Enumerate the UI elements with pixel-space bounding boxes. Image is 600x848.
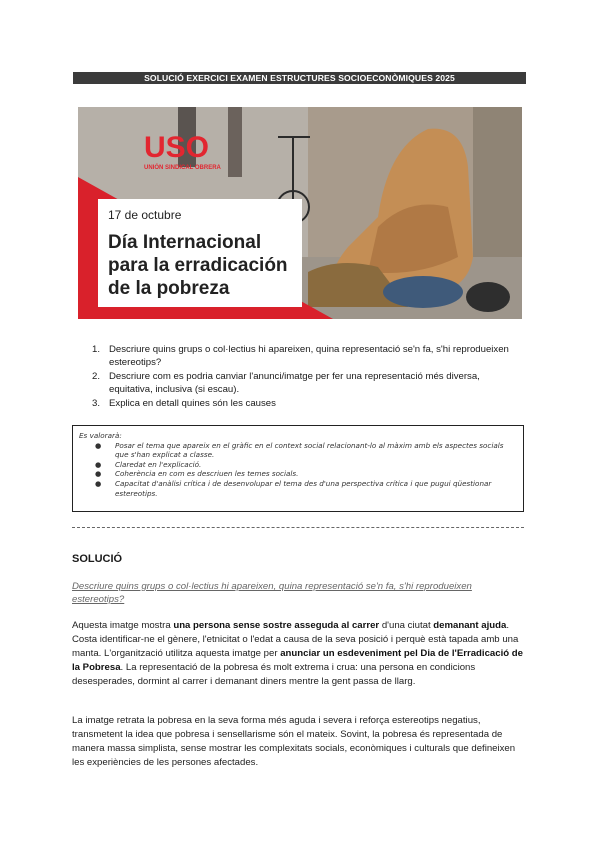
list-item: ● Posar el tema que apareix en el gràfic en el context social relacionant-lo al màxim amb els aspectes socials que s'han explicat a classe.: [95, 440, 504, 460]
campaign-banner: [78, 107, 522, 319]
list-item: ● Capacitat d'anàlisi crítica i de desenvolupar el tema des d'una perspectiva crítica i que pugui qüestionar estereotips.: [95, 478, 492, 498]
list-item: 2. Descriure com es podria canviar l'anunci/imatge per fer una representació més diversa, equitativa, inclusiva (si escau).: [92, 371, 480, 395]
backpack: [383, 276, 463, 308]
solution-paragraph-1: Aquesta imatge mostra una persona sense sostre asseguda al carrer d'una ciutat demanant ajuda. Costa identificar-ne el gènere, l'etnicitat o l'edat a causa de la seva posició i perquè està tapada amb una manta. L'organització utilitza aquesta imatge per anunciar un esdeveniment pel Dia de l'Erradicació de la Pobresa. La representació de la pobresa és molt extrema i crua: una persona en condicions desesperades, dormint al carrer i demanant diners mentre la gent passa de llarg.: [72, 620, 523, 687]
banner-headline-3: de la pobreza: [108, 278, 230, 299]
svg-text:USO: USO: [144, 131, 210, 164]
banner-headline-2: para la erradicación: [108, 255, 288, 276]
banner-date: 17 de octubre: [108, 208, 182, 222]
question-list: [92, 343, 512, 411]
criteria-heading: Es valorarà:: [79, 431, 122, 440]
list-item: 3. Explica en detall quines són les causes: [92, 398, 276, 409]
divider: [72, 527, 524, 528]
svg-text:UNIÓN SINDICAL OBRERA: UNIÓN SINDICAL OBRERA: [144, 165, 221, 171]
solution-paragraph-2: La imatge retrata la pobresa en la seva forma més aguda i severa i reforça estereotips negatius, transmetent la idea que pobresa i sensellarisme són el mateix. Sovint, la pobresa és representada de manera massa simplista, sense mostrar les complexitats socials, econòmiques i culturals que defineixen les experiències de les persones afectades.: [72, 715, 516, 768]
list-item: ● Claredat en l'explicació.: [95, 459, 202, 469]
banner-image: [78, 107, 522, 319]
solution-heading: SOLUCIÓ: [72, 553, 123, 565]
solution-subheading: Descriure quins grups o col·lectius hi apareixen, quina representació se'n fa, s'hi reprodueixen estereotips?: [72, 581, 472, 605]
list-item: 1. Descriure quins grups o col·lectius hi apareixen, quina representació se'n fa, s'hi reprodueixen estereotips?: [92, 344, 509, 368]
list-item: ● Coherència en com es descriuen les temes socials.: [95, 469, 299, 479]
document-title: SOLUCIÓ EXERCICI EXAMEN ESTRUCTURES SOCIOECONÒMIQUES 2025: [73, 72, 526, 84]
banner-headline-1: Día Internacional: [108, 232, 262, 253]
criteria-box: [72, 425, 524, 512]
